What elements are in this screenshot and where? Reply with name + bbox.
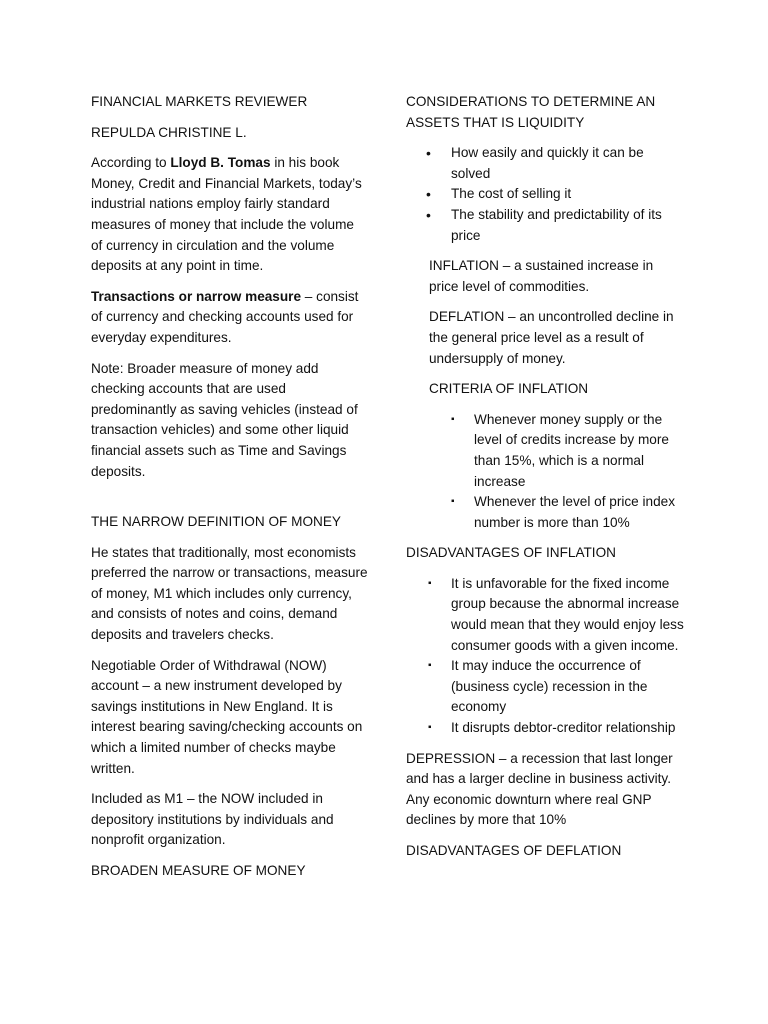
- author-name: REPULDA CHRISTINE L.: [91, 124, 247, 140]
- list-item: [406, 718, 686, 739]
- intro-paragraph: [91, 153, 369, 277]
- bullet-icon: •: [426, 145, 431, 162]
- square-bullet-icon: ▪: [428, 722, 432, 734]
- list-item-text: It may induce the occurrence of (business cycle) recession in the economy: [451, 658, 648, 715]
- list-item-text: The stability and predictability of its price: [451, 206, 662, 243]
- narrow-definition-paragraph: He states that traditionally, most economists preferred the narrow or transactions, measure of money, M1 which includes only currency, and consists of notes and coins, demand deposits and travelers checks.: [91, 544, 368, 643]
- criteria-list: [406, 410, 686, 534]
- transactions-rest: – consist of currency and checking accounts used for everyday expenditures.: [91, 288, 359, 345]
- left-column: [91, 92, 369, 892]
- right-column: [406, 92, 686, 872]
- m1-included-paragraph: Included as M1 – the NOW included in depository institutions by individuals and nonprofit organization.: [91, 791, 334, 848]
- list-item-text: It disrupts debtor-creditor relationship: [451, 720, 676, 736]
- deflation-definition: DEFLATION – an uncontrolled decline in the general price level as a result of undersupply of money.: [429, 309, 674, 366]
- square-bullet-icon: ▪: [451, 496, 455, 508]
- liquidity-list: [406, 143, 686, 246]
- list-item: [406, 205, 686, 246]
- transactions-paragraph: [91, 287, 369, 349]
- narrow-definition-heading: THE NARROW DEFINITION OF MONEY: [91, 514, 341, 530]
- list-item-text: Whenever the level of price index number is more than 10%: [474, 494, 675, 530]
- list-item: [406, 184, 686, 205]
- list-item: [406, 410, 686, 492]
- intro-rest: in his book Money, Credit and Financial Markets, today’s industrial nations employ fairly standard measures of money that include the volume of currency in circulation and the volume deposits at any point in time.: [91, 155, 362, 274]
- intro-author-name: Lloyd B. Tomas: [170, 155, 271, 171]
- list-item: [406, 492, 686, 533]
- disadvantages-inflation-heading: DISADVANTAGES OF INFLATION: [406, 545, 616, 561]
- list-item: [406, 143, 686, 184]
- inflation-definition: INFLATION – a sustained increase in price level of commodities.: [429, 258, 654, 294]
- depression-definition: DEPRESSION – a recession that last longer and has a larger decline in business activity. Any economic downturn where real GNP declines by more that 10%: [406, 750, 673, 828]
- now-account-paragraph: Negotiable Order of Withdrawal (NOW) account – a new instrument developed by savings institutions in New England. It is interest bearing saving/checking accounts on which a limited number of checks maybe written.: [91, 657, 363, 776]
- disadvantages-inflation-list: [406, 574, 686, 739]
- list-item: [406, 656, 686, 718]
- intro-prefix: According to: [91, 155, 171, 171]
- square-bullet-icon: ▪: [428, 660, 432, 672]
- disadvantages-deflation-heading: DISADVANTAGES OF DEFLATION: [406, 843, 622, 858]
- broaden-measure-heading: BROADEN MEASURE OF MONEY: [91, 863, 306, 878]
- list-item-text: How easily and quickly it can be solved: [451, 145, 644, 181]
- square-bullet-icon: ▪: [451, 413, 455, 425]
- transactions-term: Transactions or narrow measure: [91, 288, 302, 304]
- list-item-text: The cost of selling it: [451, 186, 572, 202]
- document-title: FINANCIAL MARKETS REVIEWER: [91, 94, 308, 109]
- bullet-icon: •: [426, 206, 431, 223]
- criteria-heading: CRITERIA OF INFLATION: [429, 381, 589, 397]
- list-item-text: Whenever money supply or the level of credits increase by more than 15%, which is a normal increase: [474, 411, 669, 489]
- list-item-text: It is unfavorable for the fixed income group because the abnormal increase would mean that they would enjoy less consumer goods with a given income.: [451, 575, 684, 653]
- square-bullet-icon: ▪: [428, 577, 432, 589]
- note-paragraph: Note: Broader measure of money add checking accounts that are used predominantly as saving vehicles (instead of transaction vehicles) and some other liquid financial assets such as Time and Savings deposits.: [91, 360, 358, 479]
- list-item: [406, 574, 686, 656]
- bullet-icon: •: [426, 186, 431, 203]
- liquidity-heading: CONSIDERATIONS TO DETERMINE AN ASSETS THAT IS LIQUIDITY: [406, 94, 656, 130]
